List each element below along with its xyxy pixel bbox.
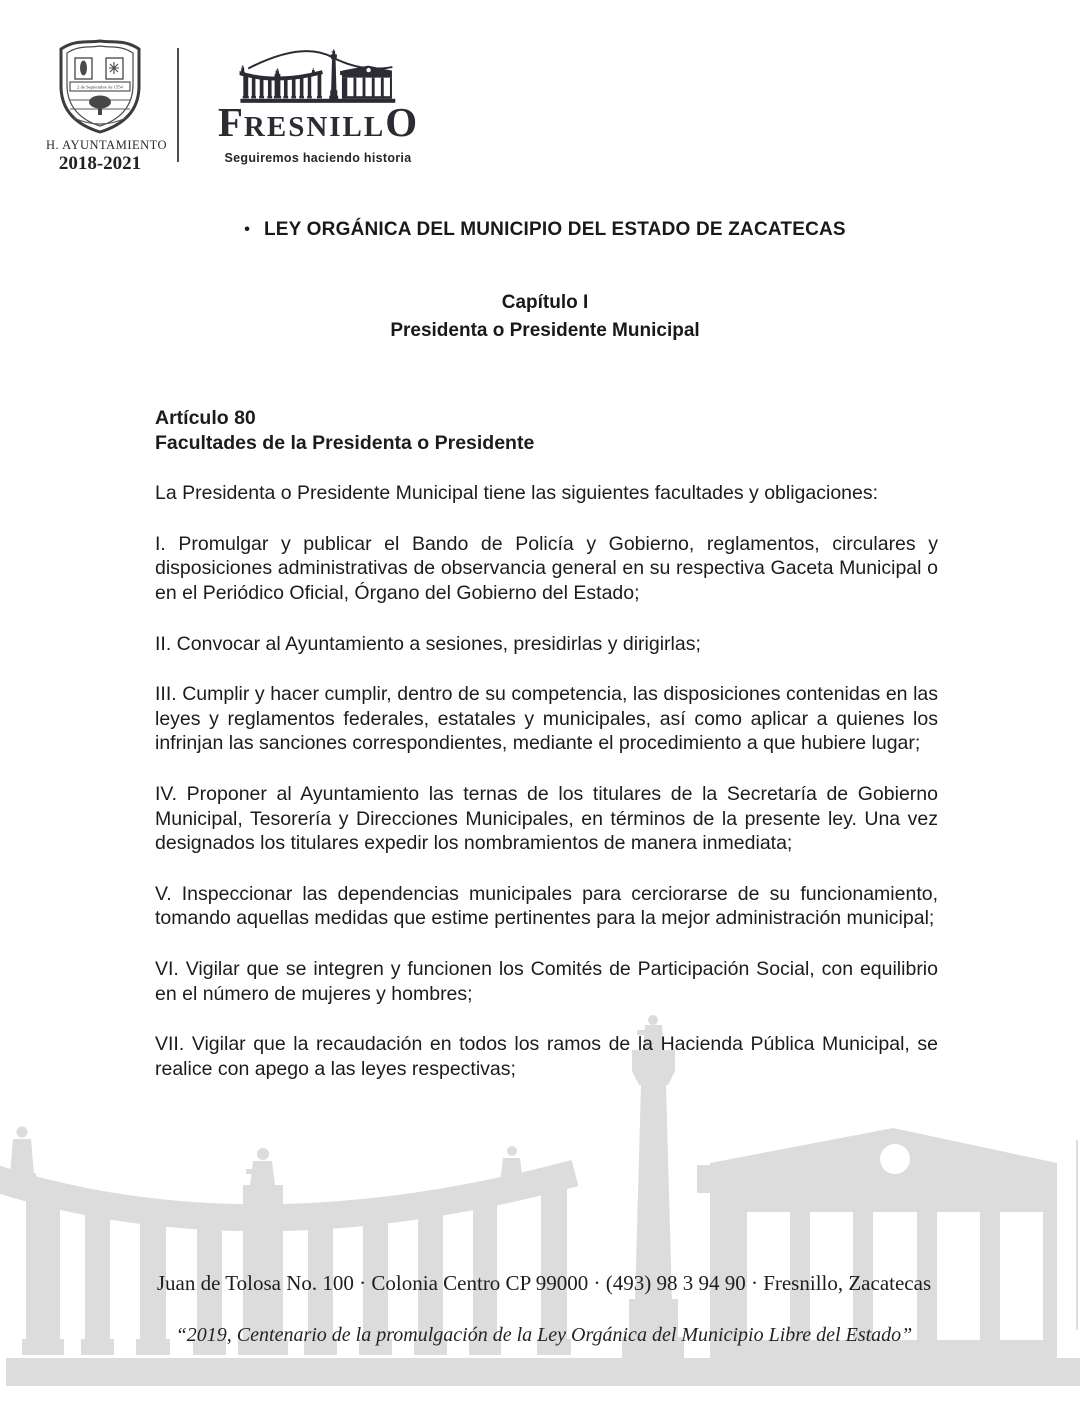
wordmark-last-letter: O: [385, 99, 419, 145]
seal-institution-label: H. AYUNTAMIENTO: [46, 138, 168, 152]
title-bullet: •: [244, 221, 250, 238]
title-text: LEY ORGÁNICA DEL MUNICIPIO DEL ESTADO DE ZACATECAS: [264, 219, 846, 240]
article-heading: [155, 406, 938, 455]
wordmark-first-letter: F: [217, 99, 244, 145]
footer-address: Juan de Tolosa No. 100 · Colonia Centro CP 99000 · (493) 98 3 94 90 · Fresnillo, Zacatecas: [156, 1271, 932, 1295]
document-title: [153, 219, 937, 241]
chapter-number: Capítulo I: [501, 292, 589, 313]
article-number: Artículo 80: [155, 407, 256, 429]
wordmark-middle-letters: RESNILL: [243, 111, 386, 143]
fresnillo-monument-icon: [234, 44, 402, 106]
fresnillo-logo: [198, 44, 438, 165]
clause-4: IV. Proponer al Ayuntamiento las ternas de los titulares de la Secretaría de Gobierno Municipal, Tesorería y Direcciones Municipales, en términos de la presente ley. Una vez designados los titulares expedir los nombramientos de manera inmediata;: [155, 782, 938, 855]
header-divider: [177, 48, 179, 162]
chapter-subtitle: Presidenta o Presidente Municipal: [390, 320, 700, 341]
logo-tagline: Seguiremos haciendo historia: [224, 151, 412, 165]
clause-3: III. Cumplir y hacer cumplir, dentro de su competencia, las disposiciones contenidas en las leyes y reglamentos federales, estatales y municipales, así como aplicar a quienes los infrinjan las sanciones correspondientes, mediante el procedimiento a que hubiere lugar;: [155, 683, 938, 755]
seal-shield-icon: [54, 34, 146, 136]
clause-2: II. Convocar al Ayuntamiento a sesiones, presidirlas y dirigirlas;: [155, 632, 701, 655]
municipal-seal: [46, 34, 168, 175]
clause-7: VII. Vigilar que la recaudación en todos los ramos de la Hacienda Pública Municipal, se realice con apego a las leyes respectivas;: [155, 1033, 938, 1080]
clause-6: VI. Vigilar que se integren y funcionen los Comités de Participación Social, con equilibrio en el número de mujeres y hombres;: [155, 957, 938, 1005]
seal-banner-text: 2 de Septiembre de 1554: [77, 84, 123, 90]
clause-1: I. Promulgar y publicar el Bando de Policía y Gobierno, reglamentos, circulares y disposiciones administrativas de observancia general en su respectiva Gaceta Municipal o en el Periódico Oficial, Órgano del Gobierno del Estado;: [155, 532, 938, 604]
clause-5: V. Inspeccionar las dependencias municipales para cerciorarse de su funcionamiento, tomando aquellas medidas que estime pertinentes para la mejor administración municipal;: [155, 882, 938, 930]
seal-term-label: 2018-2021: [58, 153, 142, 174]
fresnillo-wordmark: [198, 99, 438, 150]
chapter-heading: [153, 289, 937, 345]
article-body: [155, 406, 938, 1107]
footer-motto: “2019, Centenario de la promulgación de la Ley Orgánica del Municipio Libre del Estado”: [175, 1324, 913, 1346]
article-subtitle: Facultades de la Presidenta o Presidente: [155, 431, 535, 454]
scan-edge-artifact: [1076, 1140, 1078, 1330]
article-intro: La Presidenta o Presidente Municipal tiene las siguientes facultades y obligaciones:: [155, 482, 879, 505]
